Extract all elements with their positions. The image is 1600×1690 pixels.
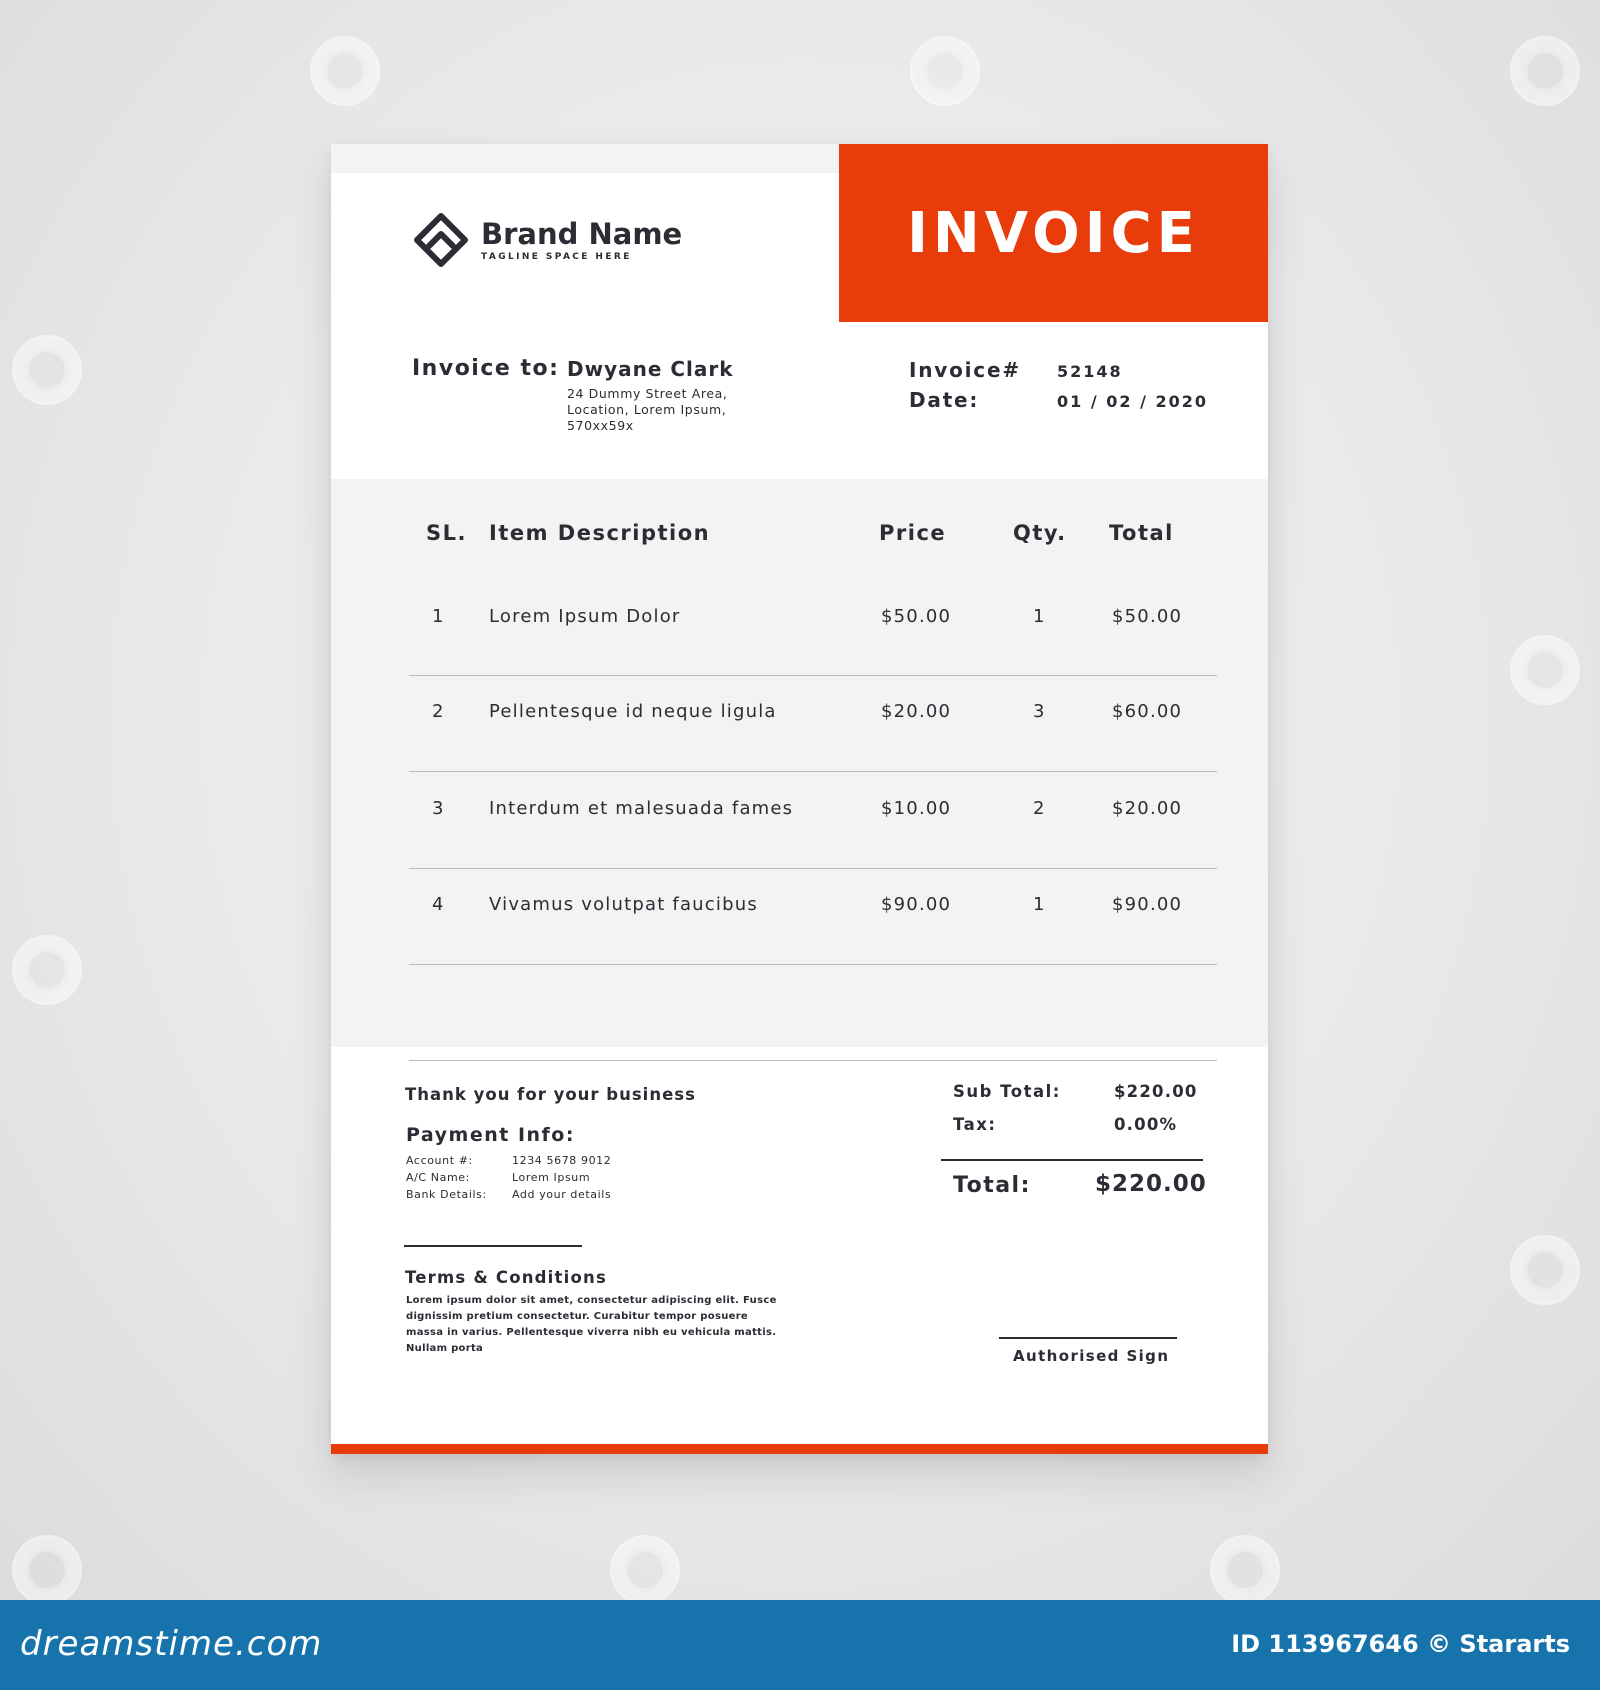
row-sl: 3 — [432, 798, 445, 819]
client-name: Dwyane Clark — [567, 357, 734, 381]
section-divider — [404, 1245, 582, 1247]
header-strip — [331, 144, 840, 173]
row-total: $20.00 — [1112, 798, 1183, 819]
tax-label: Tax: — [953, 1115, 997, 1134]
watermark-spiral-icon — [12, 335, 82, 405]
watermark-spiral-icon — [12, 935, 82, 1005]
stock-image-id: ID 113967646 © Stararts — [1231, 1630, 1570, 1658]
total-value: $220.00 — [1095, 1171, 1207, 1197]
client-address — [567, 386, 727, 434]
row-total: $60.00 — [1112, 701, 1183, 722]
row-price: $90.00 — [881, 894, 952, 915]
row-qty: 1 — [1033, 606, 1046, 627]
row-sl: 4 — [432, 894, 445, 915]
row-price: $20.00 — [881, 701, 952, 722]
invoice-number-label: Invoice# — [909, 358, 1021, 382]
bank-details-label: Bank Details: — [406, 1188, 487, 1201]
authorised-sign-label: Authorised Sign — [1013, 1347, 1170, 1365]
watermark-spiral-icon — [1510, 1235, 1580, 1305]
bank-details-value: Add your details — [512, 1188, 612, 1201]
row-divider — [409, 1060, 1217, 1061]
signature-line — [999, 1337, 1177, 1339]
column-header-sl: SL. — [426, 521, 467, 545]
watermark-spiral-icon — [12, 1535, 82, 1605]
row-price: $50.00 — [881, 606, 952, 627]
table-row — [331, 866, 1268, 962]
row-qty: 3 — [1033, 701, 1046, 722]
row-description: Lorem Ipsum Dolor — [489, 606, 681, 627]
invoice-document — [331, 144, 1268, 1454]
row-qty: 1 — [1033, 894, 1046, 915]
account-name-value: Lorem Ipsum — [512, 1171, 591, 1184]
subtotal-label: Sub Total: — [953, 1082, 1061, 1101]
watermark-spiral-icon — [610, 1535, 680, 1605]
column-header-price: Price — [879, 521, 947, 545]
address-line: 570xx59x — [567, 418, 634, 433]
payment-info-title: Payment Info: — [406, 1124, 575, 1146]
address-line: Location, Lorem Ipsum, — [567, 402, 727, 417]
watermark-spiral-icon — [1210, 1535, 1280, 1605]
diamond-logo-icon — [413, 212, 469, 268]
date-label: Date: — [909, 388, 980, 412]
watermark-spiral-icon — [310, 36, 380, 106]
column-header-total: Total — [1109, 521, 1174, 545]
table-row — [331, 578, 1268, 674]
brand-name: Brand Name — [481, 217, 683, 251]
row-sl: 1 — [432, 606, 445, 627]
watermark-spiral-icon — [910, 36, 980, 106]
total-label: Total: — [953, 1173, 1031, 1198]
table-row — [331, 673, 1268, 769]
invoice-banner — [839, 144, 1268, 322]
column-header-description: Item Description — [489, 521, 711, 545]
account-name-label: A/C Name: — [406, 1171, 470, 1184]
date-value: 01 / 02 / 2020 — [1057, 392, 1209, 411]
brand-block — [413, 212, 682, 268]
invoice-to-label: Invoice to: — [412, 356, 560, 381]
terms-title: Terms & Conditions — [405, 1268, 607, 1287]
column-header-qty: Qty. — [1013, 521, 1067, 545]
items-table — [331, 479, 1268, 1047]
subtotal-value: $220.00 — [1114, 1082, 1198, 1101]
row-divider — [409, 964, 1217, 965]
row-description: Interdum et malesuada fames — [489, 798, 794, 819]
summary-divider — [941, 1159, 1203, 1161]
row-price: $10.00 — [881, 798, 952, 819]
row-description: Pellentesque id neque ligula — [489, 701, 777, 722]
watermark-spiral-icon — [1510, 36, 1580, 106]
invoice-title: INVOICE — [907, 200, 1200, 266]
row-total: $50.00 — [1112, 606, 1183, 627]
accent-bottom-stripe — [331, 1444, 1268, 1454]
thank-you-note: Thank you for your business — [405, 1085, 696, 1104]
watermark-spiral-icon — [1510, 635, 1580, 705]
stock-footer — [0, 1600, 1600, 1690]
account-number-label: Account #: — [406, 1154, 473, 1167]
invoice-number-value: 52148 — [1057, 362, 1123, 381]
row-sl: 2 — [432, 701, 445, 722]
brand-tagline: TAGLINE SPACE HERE — [481, 252, 632, 262]
address-line: 24 Dummy Street Area, — [567, 386, 728, 401]
row-total: $90.00 — [1112, 894, 1183, 915]
tax-value: 0.00% — [1114, 1115, 1178, 1134]
table-row — [331, 770, 1268, 866]
row-description: Vivamus volutpat faucibus — [489, 894, 758, 915]
terms-text: Lorem ipsum dolor sit amet, consectetur adipiscing elit. Fusce dignissim pretium consectetur. Curabitur tempor posuere massa in varius. Pellentesque viverra nibh eu vehicula mattis. Nullam porta — [406, 1295, 777, 1354]
stock-site-logo[interactable]: dreamstime.com — [20, 1624, 323, 1664]
row-qty: 2 — [1033, 798, 1046, 819]
account-number-value: 1234 5678 9012 — [512, 1154, 612, 1167]
